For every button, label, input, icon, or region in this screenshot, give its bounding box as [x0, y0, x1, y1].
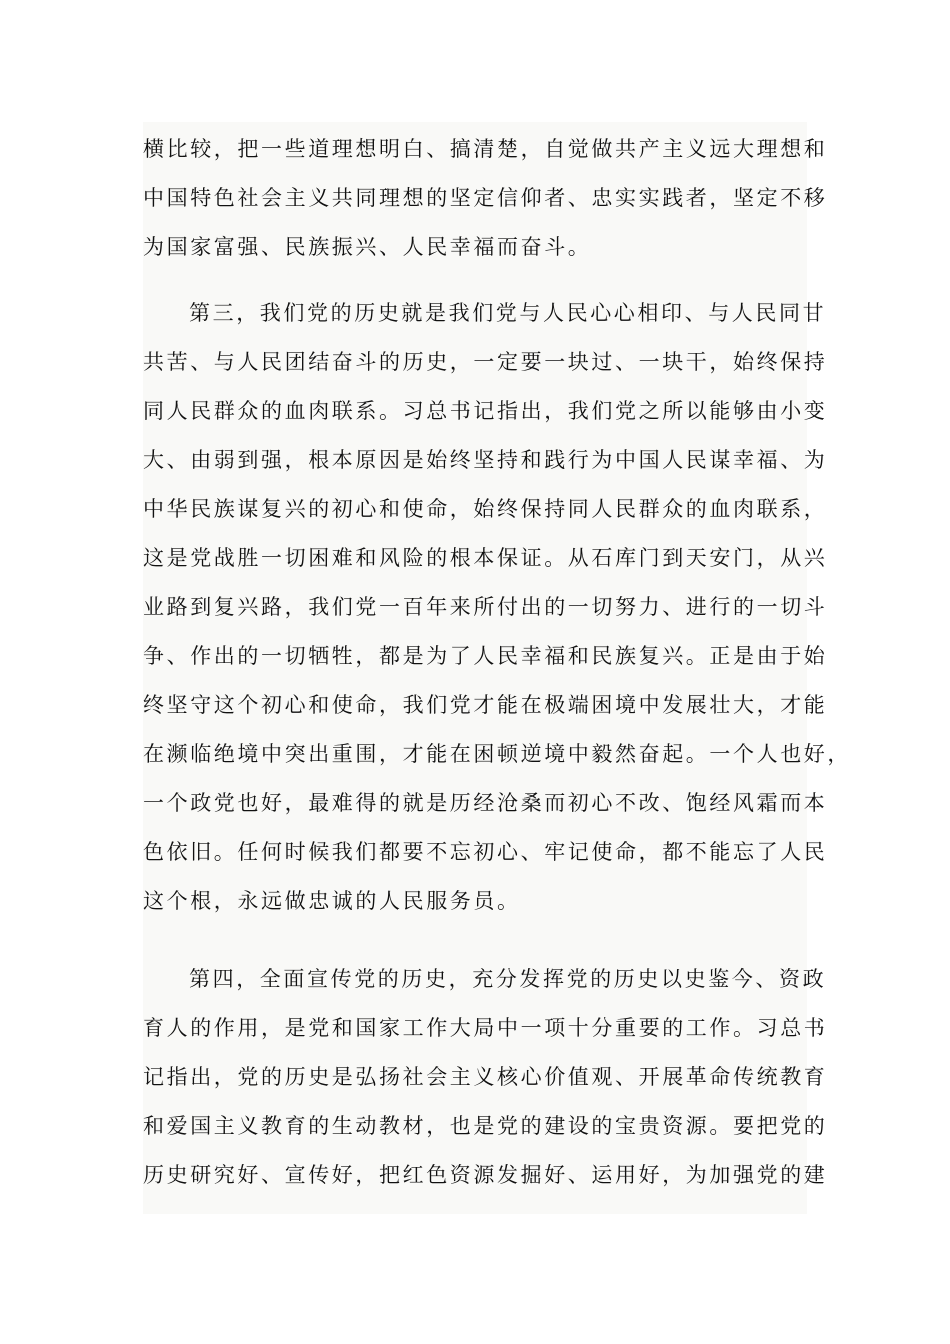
text-line: 终坚守这个初心和使命，我们党才能在极端困境中发展壮大，才能: [143, 693, 828, 717]
text-line: 大、由弱到强，根本原因是始终坚持和践行为中国人民谋幸福、为: [143, 448, 828, 472]
text-line: 第四，全面宣传党的历史，充分发挥党的历史以史鉴今、资政: [189, 967, 827, 991]
text-line: 中国特色社会主义共同理想的坚定信仰者、忠实实践者，坚定不移: [143, 186, 828, 210]
text-line: 横比较，把一些道理想明白、搞清楚，自觉做共产主义远大理想和: [143, 137, 828, 161]
text-line: 争、作出的一切牺牲，都是为了人民幸福和民族复兴。正是由于始: [143, 644, 828, 668]
text-line: 在濒临绝境中突出重围，才能在困顿逆境中毅然奋起。一个人也好，: [143, 742, 851, 766]
text-line: 中华民族谋复兴的初心和使命，始终保持同人民群众的血肉联系，: [143, 497, 828, 521]
text-line: 同人民群众的血肉联系。习总书记指出，我们党之所以能够由小变: [143, 399, 828, 423]
text-line: 色依旧。任何时候我们都要不忘初心、牢记使命，都不能忘了人民: [143, 840, 828, 864]
document-page: [143, 122, 851, 1214]
text-line: 共苦、与人民团结奋斗的历史，一定要一块过、一块干，始终保持: [143, 350, 828, 374]
text-line: 为国家富强、民族振兴、人民幸福而奋斗。: [143, 235, 592, 259]
text-line: 和爱国主义教育的生动教材，也是党的建设的宝贵资源。要把党的: [143, 1114, 828, 1138]
text-line: 记指出，党的历史是弘扬社会主义核心价值观、开展革命传统教育: [143, 1065, 828, 1089]
text-line: 历史研究好、宣传好，把红色资源发掘好、运用好，为加强党的建: [143, 1163, 828, 1187]
text-line: 业路到复兴路，我们党一百年来所付出的一切努力、进行的一切斗: [143, 595, 828, 619]
text-line: 育人的作用，是党和国家工作大局中一项十分重要的工作。习总书: [143, 1016, 828, 1040]
paragraph-1: [143, 125, 828, 272]
text-line: 这是党战胜一切困难和风险的根本保证。从石库门到天安门，从兴: [143, 546, 828, 570]
text-line: 一个政党也好，最难得的就是历经沧桑而初心不改、饱经风霜而本: [143, 791, 828, 815]
paragraph-2: [143, 289, 851, 926]
text-line: 第三，我们党的历史就是我们党与人民心心相印、与人民同甘: [189, 301, 827, 325]
text-line: 这个根，永远做忠诚的人民服务员。: [143, 889, 521, 913]
paragraph-3: [143, 955, 828, 1200]
